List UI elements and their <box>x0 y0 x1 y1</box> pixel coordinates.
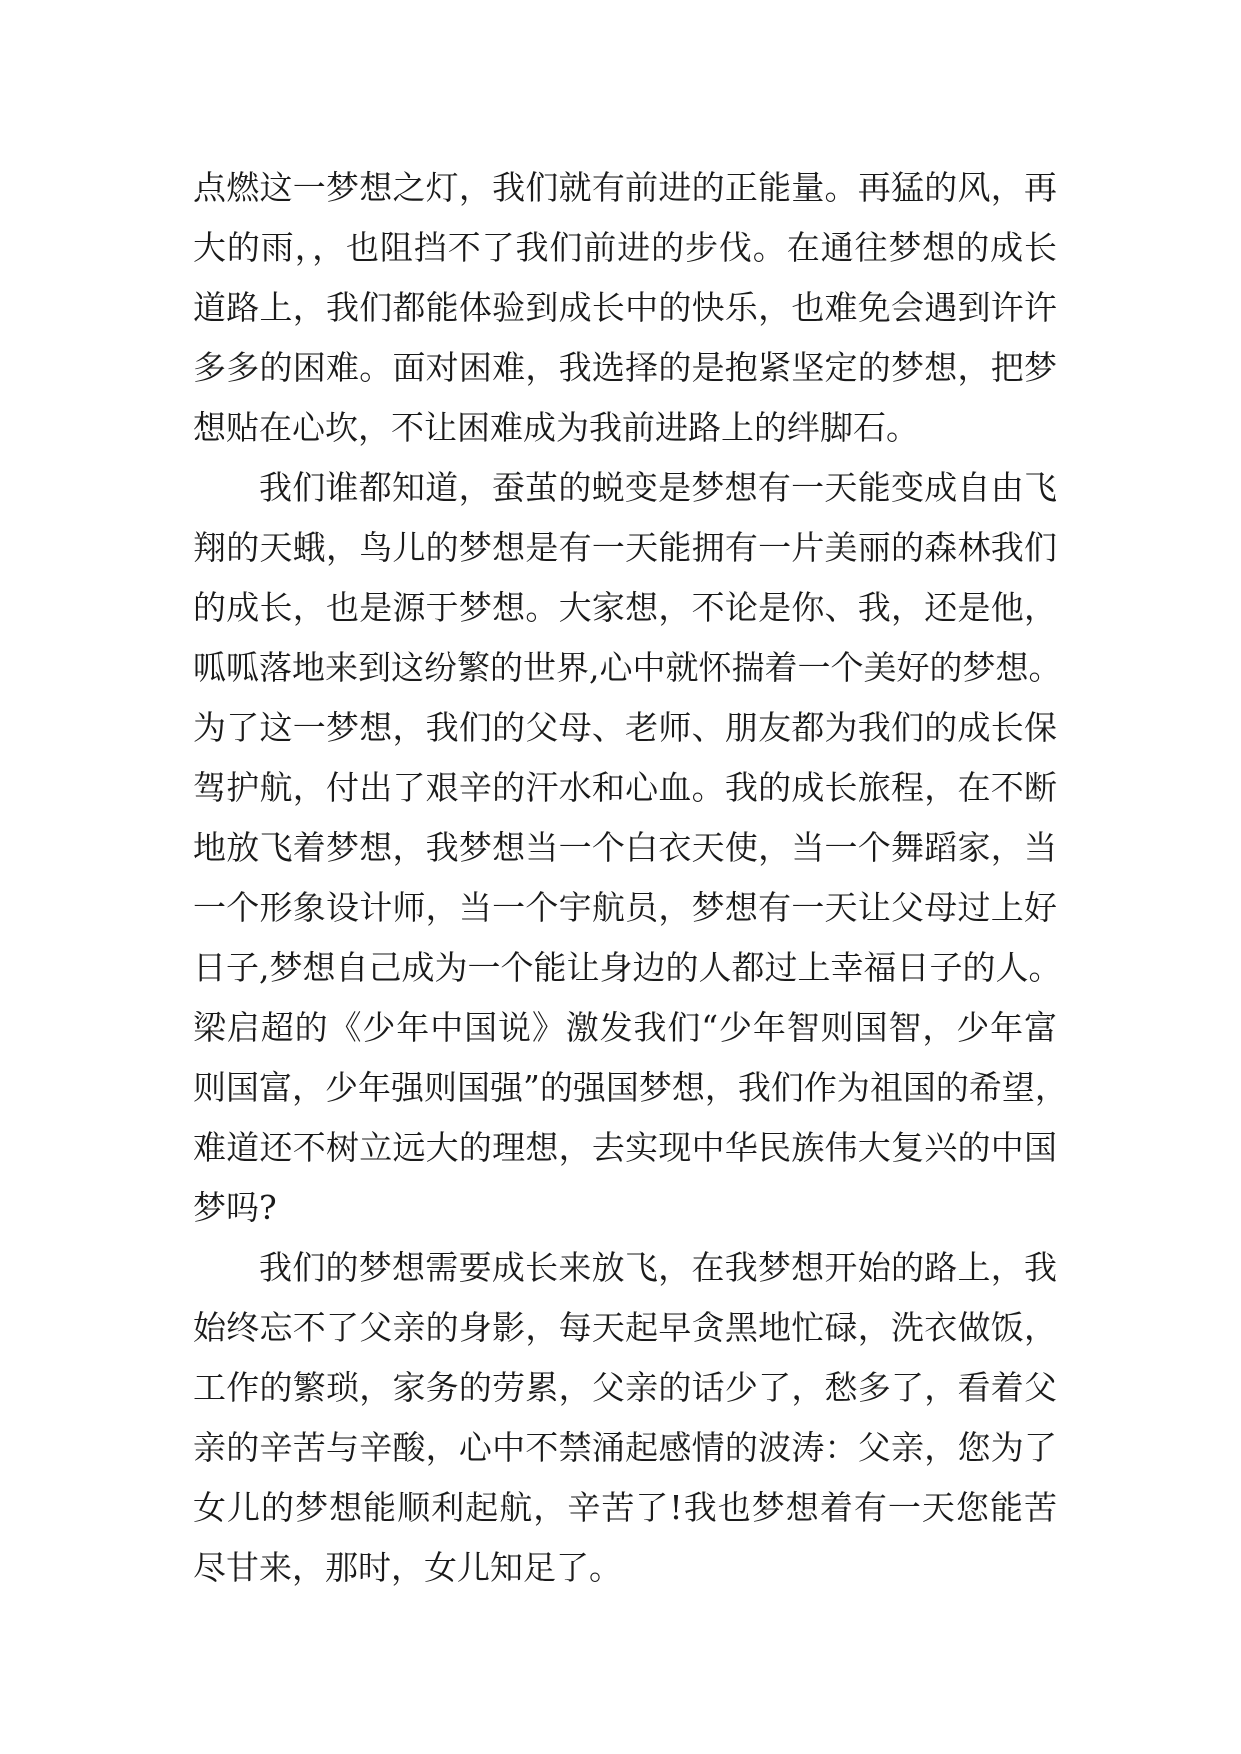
text-line: 女儿的梦想能顺利起航，辛苦了!我也梦想着有一天您能苦 <box>193 1488 1057 1527</box>
text-line: 大的雨，，也阻挡不了我们前进的步伐。在通往梦想的成长 <box>193 228 1057 267</box>
text-line: 则国富，少年强则国强”的强国梦想，我们作为祖国的希望， <box>193 1068 1068 1107</box>
text-line: 难道还不树立远大的理想，去实现中华民族伟大复兴的中国 <box>193 1128 1057 1167</box>
paragraph-3 <box>193 1238 1057 1598</box>
text-line: 地放飞着梦想，我梦想当一个白衣天使，当一个舞蹈家，当 <box>193 828 1057 867</box>
text-line: 日子,梦想自己成为一个能让身边的人都过上幸福日子的人。 <box>193 948 1062 987</box>
text-line: 多多的困难。面对困难，我选择的是抱紧坚定的梦想，把梦 <box>193 348 1057 387</box>
text-line: 我们的梦想需要成长来放飞，在我梦想开始的路上，我 <box>259 1248 1057 1287</box>
text-line: 驾护航，付出了艰辛的汗水和心血。我的成长旅程，在不断 <box>193 768 1057 807</box>
text-line: 始终忘不了父亲的身影，每天起早贪黑地忙碌，洗衣做饭， <box>193 1308 1057 1347</box>
text-line: 梁启超的《少年中国说》激发我们“少年智则国智，少年富 <box>193 1008 1057 1047</box>
text-line: 亲的辛苦与辛酸，心中不禁涌起感情的波涛：父亲，您为了 <box>193 1428 1057 1467</box>
text-line: 一个形象设计师，当一个宇航员，梦想有一天让父母过上好 <box>193 888 1057 927</box>
document-body <box>193 158 1068 1598</box>
paragraph-2 <box>193 458 1068 1238</box>
text-line: 翔的天蛾，鸟儿的梦想是有一天能拥有一片美丽的森林我们 <box>193 528 1057 567</box>
text-line: 道路上，我们都能体验到成长中的快乐，也难免会遇到许许 <box>193 288 1057 327</box>
text-line: 梦吗? <box>193 1188 277 1227</box>
text-line: 尽甘来，那时，女儿知足了。 <box>193 1548 622 1587</box>
text-line: 工作的繁琐，家务的劳累，父亲的话少了，愁多了，看着父 <box>193 1368 1057 1407</box>
text-line: 为了这一梦想，我们的父母、老师、朋友都为我们的成长保 <box>193 708 1057 747</box>
paragraph-1 <box>193 158 1057 458</box>
text-line: 呱呱落地来到这纷繁的世界,心中就怀揣着一个美好的梦想。 <box>193 648 1062 687</box>
text-line: 的成长，也是源于梦想。大家想，不论是你、我，还是他， <box>193 588 1057 627</box>
text-line: 我们谁都知道，蚕茧的蜕变是梦想有一天能变成自由飞 <box>259 468 1057 507</box>
text-line: 点燃这一梦想之灯，我们就有前进的正能量。再猛的风，再 <box>193 168 1057 207</box>
text-line: 想贴在心坎，不让困难成为我前进路上的绊脚石。 <box>193 408 919 447</box>
